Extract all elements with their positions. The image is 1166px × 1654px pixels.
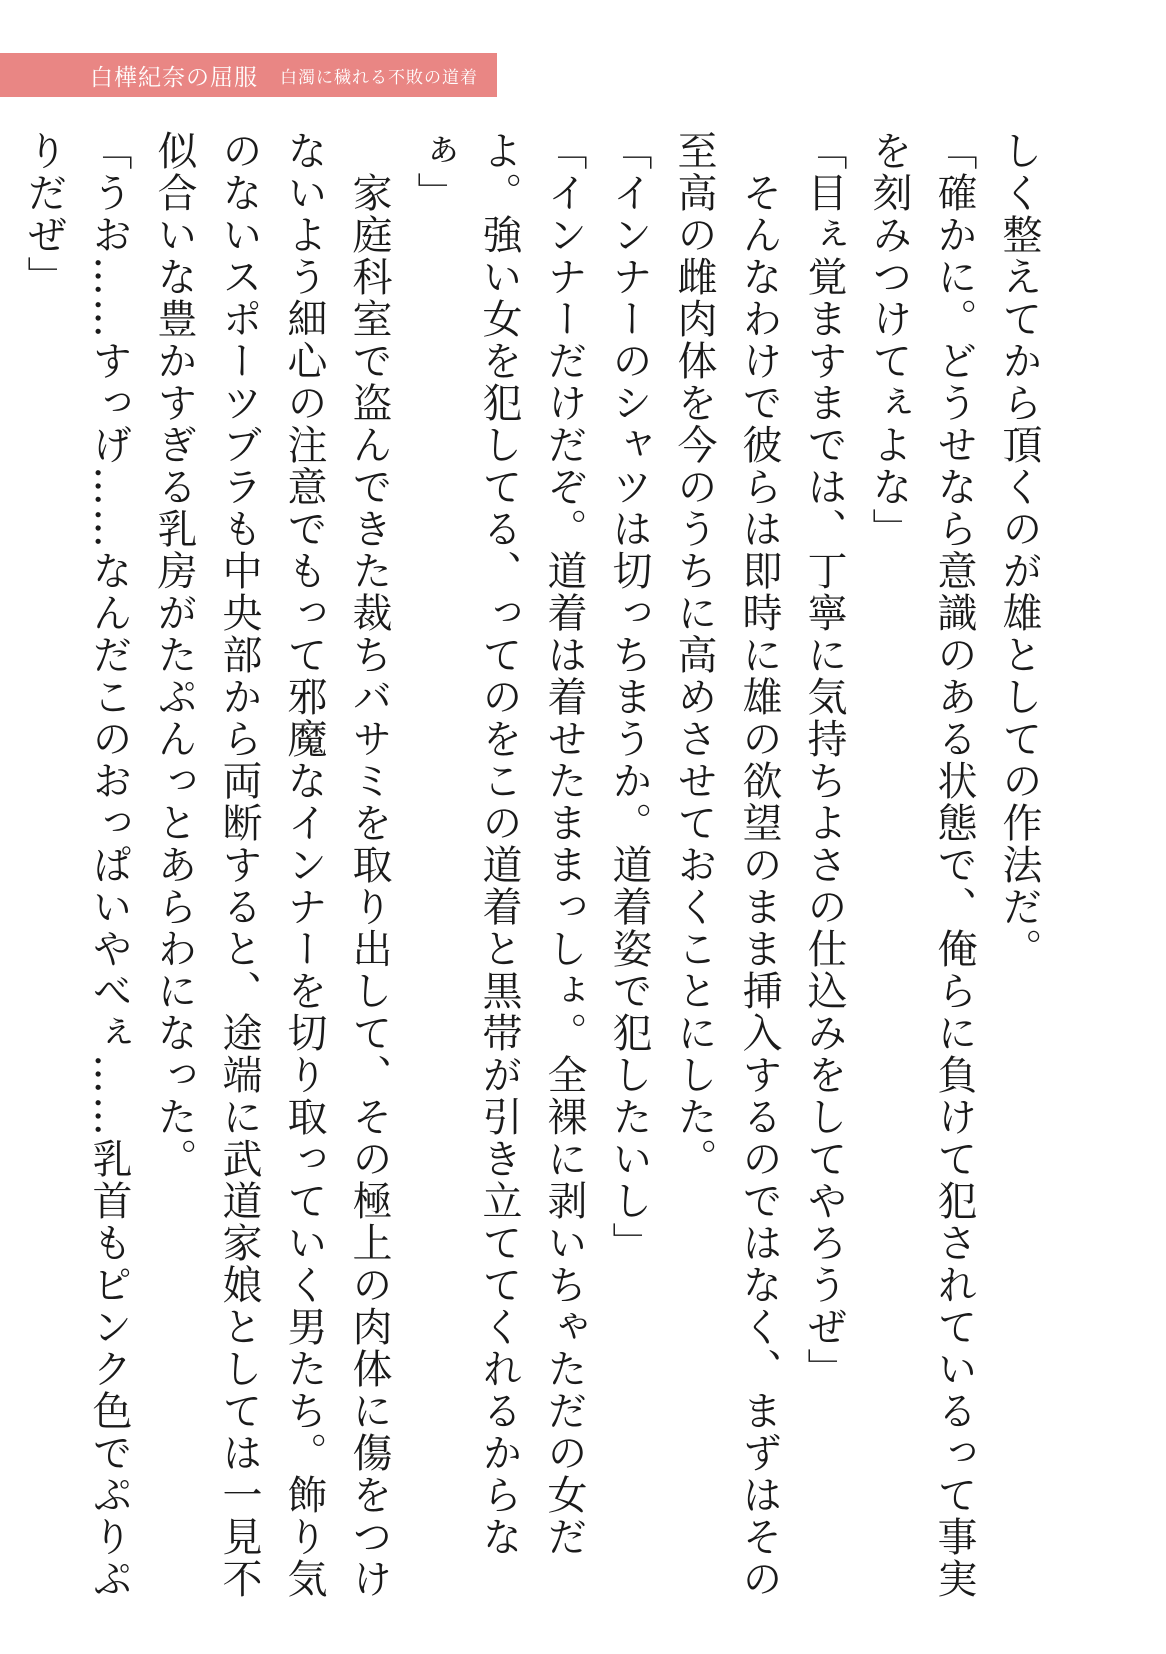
paragraph: 「目ぇ覚ますまでは、丁寧に気持ちよさの仕込みをしてやろうぜ」 (801, 130, 847, 1390)
paragraph: 「うお……すっげ……なんだこのおっぱいやべぇ……乳首もピンク色でぷりぷりだぜ」 (21, 130, 132, 1600)
chapter-subtitle: 白濁に穢れる不敗の道着 (280, 67, 478, 88)
paragraph: 「インナーだけだぞ。道着は着せたままっしょ。全裸に剥いちゃただの女だよ。強い女を犯してる、ってのをこの道着と黒帯が引き立ててくれるからなぁ」 (411, 130, 587, 1558)
paragraph: 家庭科室で盗んできた裁ちバサミを取り出して、その極上の肉体に傷をつけないよう細心の注意でもって邪魔なインナーを切り取っていく男たち。飾り気のないスポーツブラも中央部から両断すると、途端に武道家娘としては一見不似合いな豊かすぎる乳房がたぷんっとあらわになった。 (151, 130, 392, 1600)
paragraph: しく整えてから頂くのが雄としての作法だ。 (996, 130, 1042, 970)
paragraph: そんなわけで彼らは即時に雄の欲望のまま挿入するのではなく、まずはその至高の雌肉体を今のうちに高めさせておくことにした。 (671, 130, 782, 1600)
paragraph: 「確かに。どうせなら意識のある状態で、俺らに負けて犯されているって事実を刻みつけてぇよな」 (866, 130, 977, 1600)
vertical-body-text (21, 130, 1051, 1610)
book-title: 白樺紀奈の屈服 (90, 64, 258, 91)
paragraph: 「インナーのシャツは切っちまうか。道着姿で犯したいし」 (606, 130, 652, 1264)
running-header (0, 53, 497, 97)
